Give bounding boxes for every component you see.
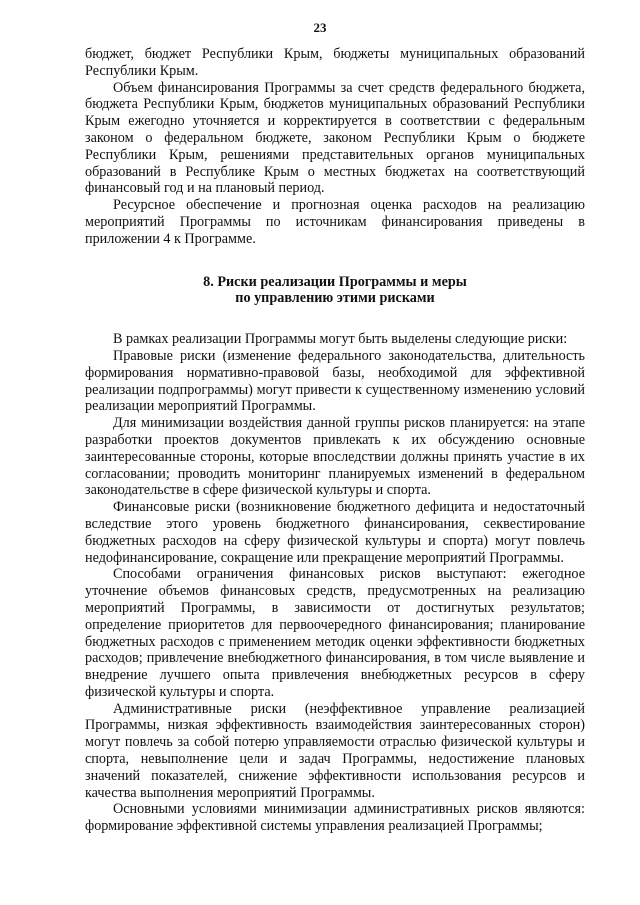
paragraph-financial-risks-mitigation: Способами ограничения финансовых рисков выступают: ежегодное уточнение объемов финансовых средств, предусмотренных на реализацию мероприятий Программы, в зависимости от достигнутых результатов; определение приоритетов для первоочередного финансирования; планирование бюджетных расходов с применением методик оценки эффективности бюджетных расходов; привлечение внебюджетного финансирования, в том числе выявление и внедрение лучшего опыта привлечения внебюджетных ресурсов в сферу физической культуры и спорта.: [85, 566, 585, 700]
document-body: [85, 46, 585, 835]
paragraph-financing-volume: Объем финансирования Программы за счет средств федерального бюджета, бюджета Республики Крым, бюджетов муниципальных образований Республики Крым ежегодно уточняется и корректируется в соответствии с федеральным законом о федеральном бюджете, законом Республики Крым о бюджете Республики Крым, решениями представительных органов муниципальных образований в Республике Крым о местных бюджетах на соответствующий финансовый год и на плановый период.: [85, 79, 585, 197]
section-heading-line-2: по управлению этими рисками: [235, 290, 435, 307]
paragraph-legal-risks: Правовые риски (изменение федерального законодательства, длительность формирования нормативно-правовой базы, необходимой для эффективной реализации подпрограммы) могут привести к существенному изменению условий реализации мероприятий Программы.: [85, 347, 585, 415]
paragraph-risks-intro: В рамках реализации Программы могут быть выделены следующие риски:: [113, 331, 568, 348]
section-heading: [85, 274, 585, 308]
paragraph-resource-provision: Ресурсное обеспечение и прогнозная оценка расходов на реализацию мероприятий Программы по источникам финансирования приведены в приложении 4 к Программе.: [85, 197, 585, 247]
section-heading-line-1: 8. Риски реализации Программы и меры: [203, 273, 467, 290]
paragraph-administrative-risks: Административные риски (неэффективное управление реализацией Программы, низкая эффективность взаимодействия заинтересованных сторон) могут повлечь за собой потерю управляемости отраслью физической культуры и спорта, невыполнение цели и задач Программы, недостижение плановых значений показателей, снижение эффективности использования ресурсов и качества выполнения мероприятий Программы.: [85, 700, 585, 801]
paragraph-administrative-risks-mitigation: Основными условиями минимизации административных рисков являются: формирование эффективной системы управления реализацией Программы;: [85, 801, 585, 835]
paragraph-budget-continuation: бюджет, бюджет Республики Крым, бюджеты муниципальных образований Республики Крым.: [85, 46, 585, 79]
page-number: 23: [313, 20, 327, 35]
paragraph-legal-risks-mitigation: Для минимизации воздействия данной группы рисков планируется: на этапе разработки проектов документов привлекать к их обсуждению основные заинтересованные стороны, которые впоследствии должны принять участие в их согласовании; проводить мониторинг планируемых изменений в федеральном законодательстве в сфере физической культуры и спорта.: [85, 415, 585, 499]
paragraph-financial-risks: Финансовые риски (возникновение бюджетного дефицита и недостаточный вследствие этого уровень бюджетного финансирования, секвестирование бюджетных расходов на сферу физической культуры и спорта) могут повлечь недофинансирование, сокращение или прекращение мероприятий Программы.: [85, 499, 585, 566]
